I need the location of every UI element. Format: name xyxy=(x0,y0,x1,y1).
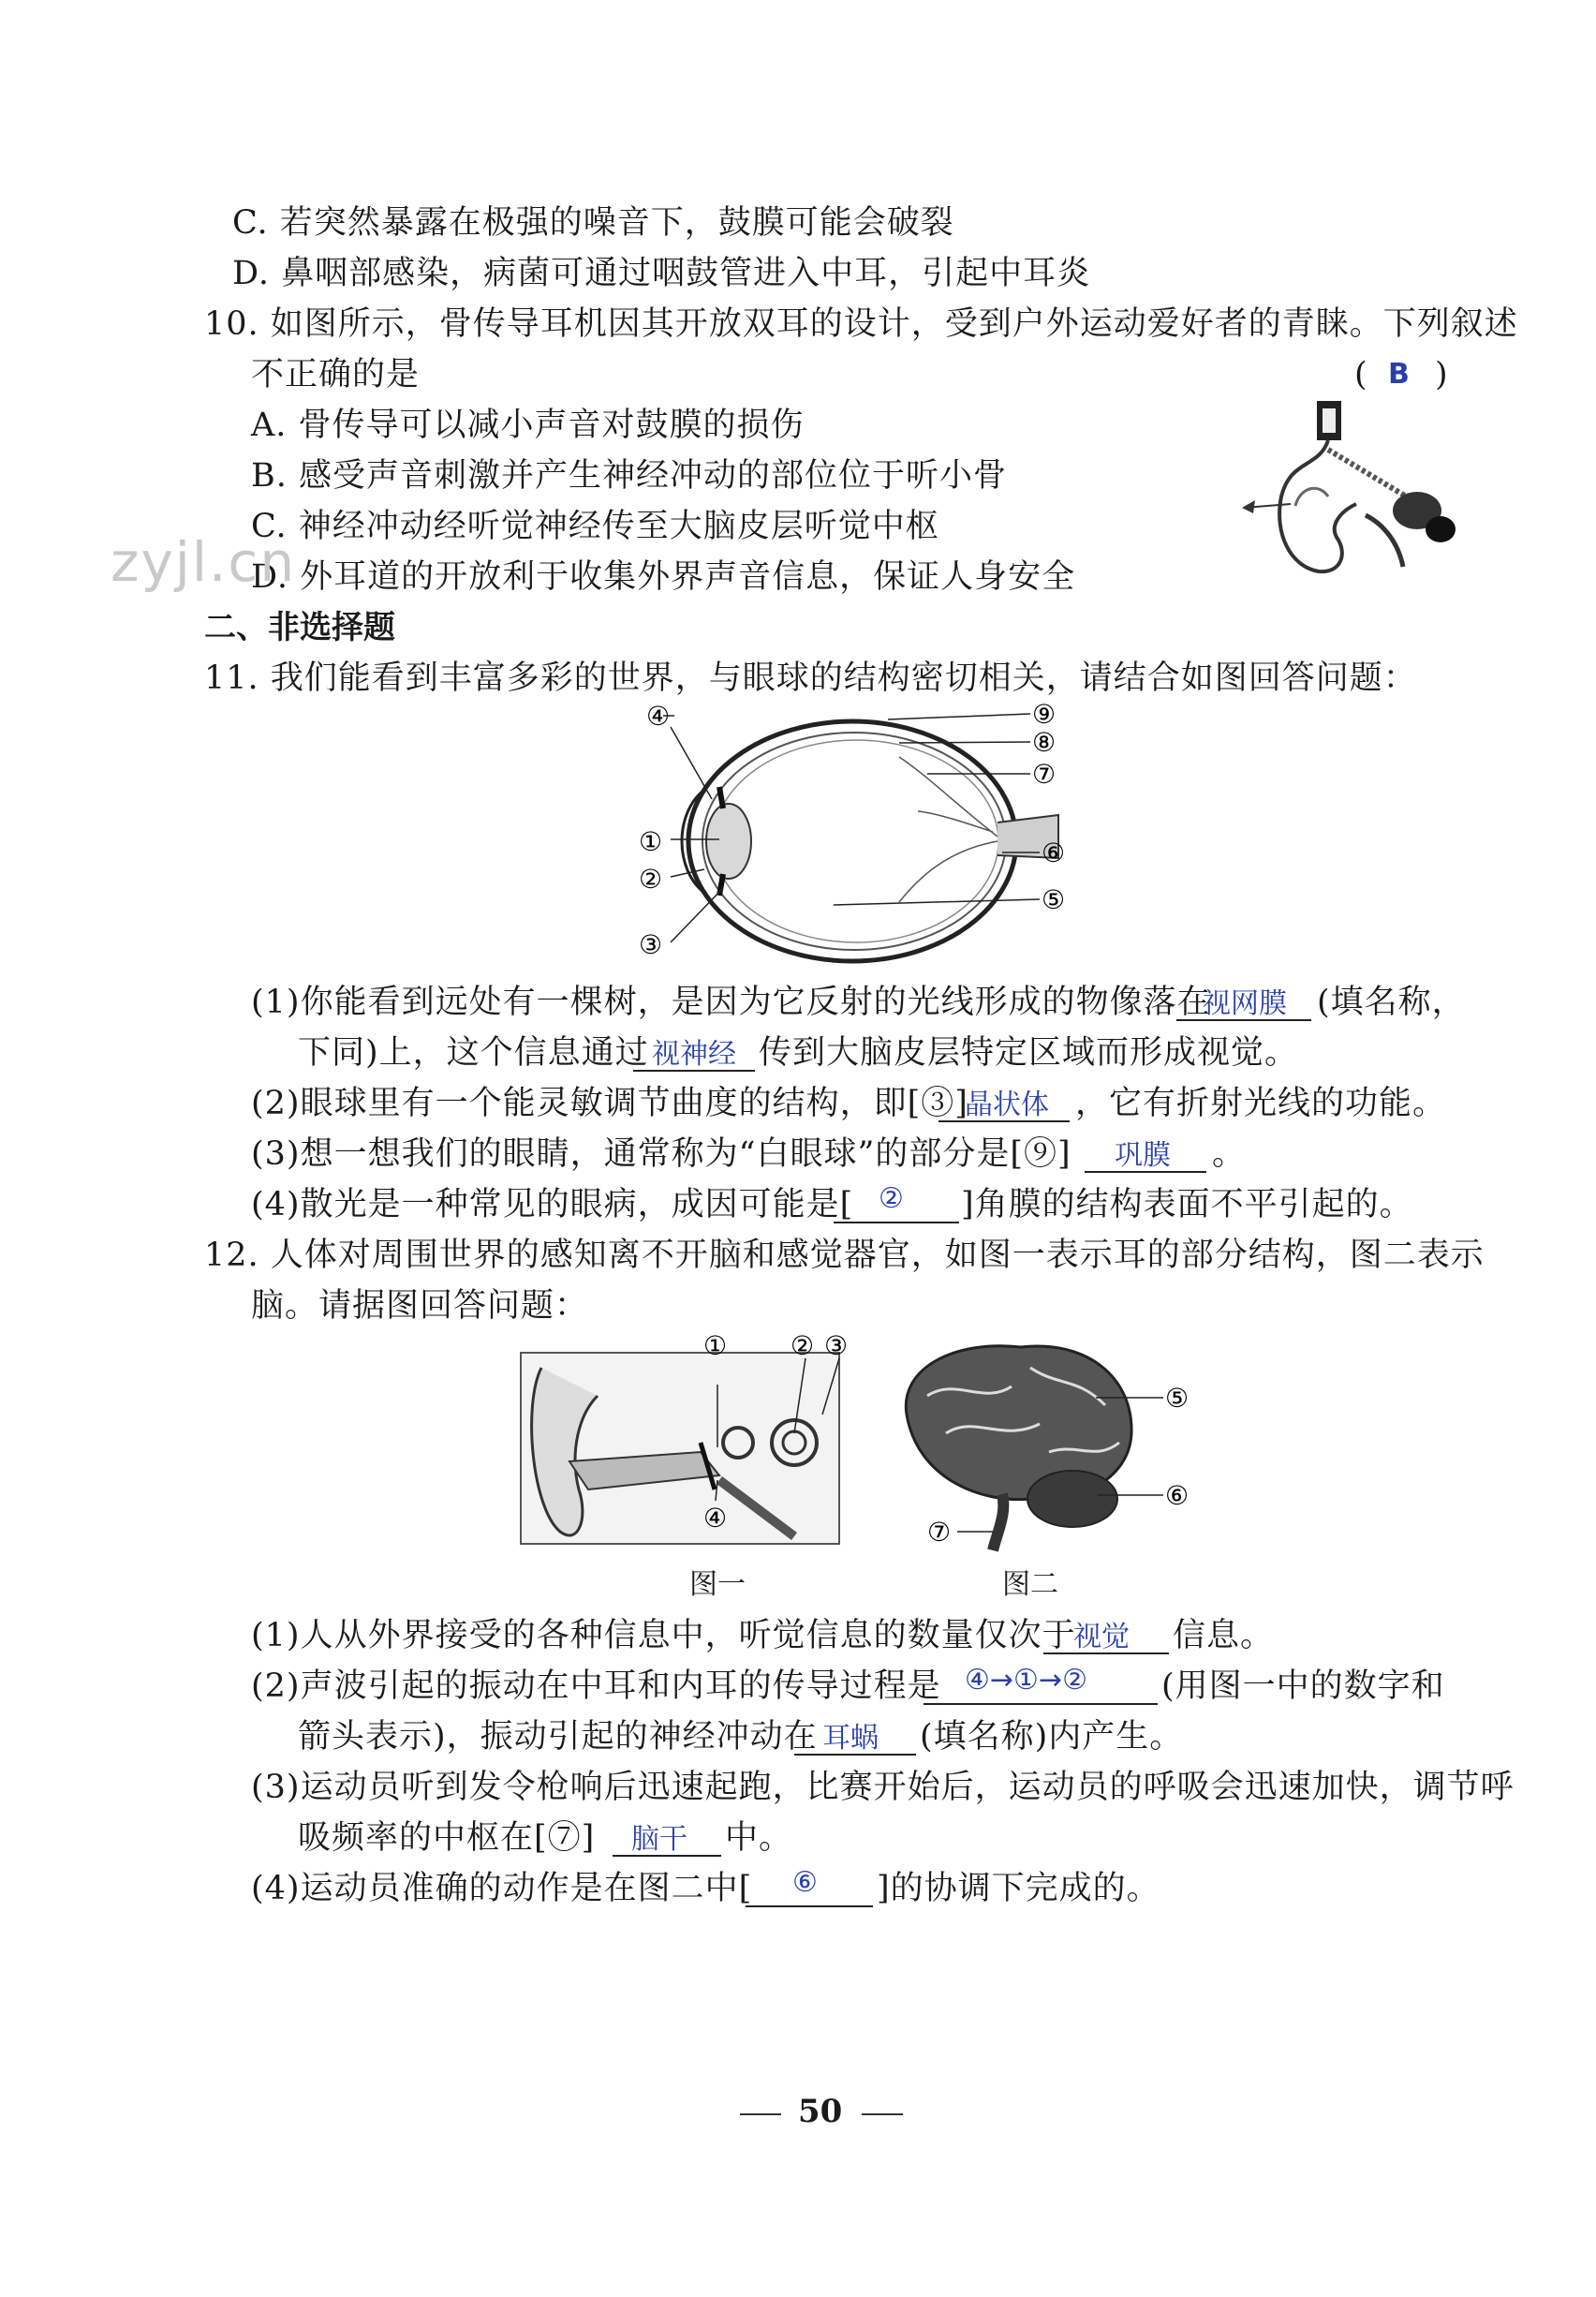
q11-sub1-text-d: 传到大脑皮层特定区域而形成视觉。 xyxy=(759,1034,1299,1072)
q11-sub1-text-c: 下同)上，这个信息通过 xyxy=(298,1034,649,1072)
q12-stem-line1: 12. 人体对周围世界的感知离不开脑和感觉器官，如图一表示耳的部分结构，图二表示 xyxy=(204,1237,1485,1274)
q12-sub3-text-b: 吸频率的中枢在[⑦] xyxy=(298,1819,596,1857)
eye-label-4: ④ xyxy=(646,701,671,732)
q10-paren-close: ) xyxy=(1435,356,1449,393)
q10-stem-line2: 不正确的是 xyxy=(251,356,421,393)
brain-diagram xyxy=(890,1330,1199,1555)
q11-sub3-answer: 巩膜 xyxy=(1115,1139,1171,1172)
brain-label-7: ⑦ xyxy=(927,1517,952,1548)
q10-paren-open: ( xyxy=(1354,356,1368,393)
eye-label-6: ⑥ xyxy=(1042,837,1066,868)
q11-sub3-text-a: (3)想一想我们的眼睛，通常称为“白眼球”的部分是[⑨] xyxy=(251,1135,1071,1173)
page-number-dash-right xyxy=(862,2113,903,2115)
q10-option-d: D. 外耳道的开放利于收集外界声音信息，保证人身安全 xyxy=(251,558,1076,596)
q11-sub1-text-a: (1)你能看到远处有一棵树，是因为它反射的光线形成的物像落在 xyxy=(251,984,1211,1021)
q9-option-c: C. 若突然暴露在极强的噪音下，鼓膜可能会破裂 xyxy=(232,204,954,242)
ear-label-2: ② xyxy=(791,1330,815,1361)
bone-conduction-ear-figure xyxy=(1234,393,1459,581)
q9-option-d: D. 鼻咽部感染，病菌可通过咽鼓管进入中耳，引起中耳炎 xyxy=(232,255,1091,292)
figure2-caption: 图二 xyxy=(1002,1568,1058,1601)
q12-sub2-text-a: (2)声波引起的振动在中耳和内耳的传导过程是 xyxy=(251,1667,941,1705)
q12-sub4-blank xyxy=(746,1905,873,1907)
q11-sub2-text-b: ，它有折射光线的功能。 xyxy=(1075,1085,1447,1122)
q11-stem: 11. 我们能看到丰富多彩的世界，与眼球的结构密切相关，请结合如图回答问题： xyxy=(204,659,1417,697)
q10-option-b: B. 感受声音刺激并产生神经冲动的部位位于听小骨 xyxy=(251,457,1007,495)
ear-label-4: ④ xyxy=(703,1503,728,1534)
q10-option-c: C. 神经冲动经听觉神经传至大脑皮层听觉中枢 xyxy=(251,508,939,545)
q11-sub3-text-b: 。 xyxy=(1212,1135,1247,1173)
q12-sub4-text-b: ]的协调下完成的。 xyxy=(877,1870,1160,1907)
q11-sub1-text-b: (填名称， xyxy=(1317,984,1466,1021)
q11-sub4-blank xyxy=(834,1222,959,1223)
eye-label-1: ① xyxy=(639,826,663,857)
eye-label-8: ⑧ xyxy=(1032,727,1057,758)
q12-stem-line2: 脑。请据图回答问题： xyxy=(251,1287,589,1325)
brain-label-5: ⑤ xyxy=(1165,1383,1190,1414)
q10-option-a: A. 骨传导可以减小声音对鼓膜的损伤 xyxy=(251,407,805,444)
q12-sub1-text-a: (1)人从外界接受的各种信息中，听觉信息的数量仅次于 xyxy=(251,1617,1076,1654)
q11-sub2-text-a: (2)眼球里有一个能灵敏调节曲度的结构，即[③] xyxy=(251,1085,968,1122)
eye-label-3: ③ xyxy=(639,929,663,960)
q12-sub2-answer2: 耳蜗 xyxy=(822,1722,879,1755)
eye-diagram xyxy=(618,701,1086,972)
q12-sub2-blank1 xyxy=(924,1703,1158,1705)
figure1-caption: 图一 xyxy=(689,1568,746,1601)
q12-sub2-text-d: (填名称)内产生。 xyxy=(920,1718,1184,1756)
page-number-dash-left xyxy=(740,2113,781,2115)
ear-label-3: ③ xyxy=(824,1330,849,1361)
q12-sub1-answer: 视觉 xyxy=(1073,1621,1130,1653)
q12-sub1-text-b: 信息。 xyxy=(1173,1617,1275,1654)
q12-sub2-text-c: 箭头表示)，振动引起的神经冲动在 xyxy=(298,1718,818,1756)
q12-sub2-text-b: (用图一中的数字和 xyxy=(1161,1667,1445,1705)
q11-sub1-answer1: 视网膜 xyxy=(1203,987,1287,1020)
q11-sub2-answer: 晶状体 xyxy=(965,1089,1049,1121)
section-header: 二、非选择题 xyxy=(204,609,395,646)
q12-sub4-answer: ⑥ xyxy=(792,1866,818,1899)
q11-sub4-text-b: ]角膜的结构表面不平引起的。 xyxy=(961,1186,1413,1223)
q12-sub3-answer: 脑干 xyxy=(631,1823,687,1856)
q12-sub3-text-c: 中。 xyxy=(725,1819,793,1857)
watermark: zyjl.cn xyxy=(111,530,297,594)
page-number: 50 xyxy=(798,2093,843,2130)
q10-stem-line1: 10. 如图所示，骨传导耳机因其开放双耳的设计，受到户外运动爱好者的青睐。下列叙述 xyxy=(204,305,1518,343)
eye-label-9: ⑨ xyxy=(1032,701,1057,730)
q11-sub4-answer: ② xyxy=(879,1182,904,1215)
q10-answer: B xyxy=(1388,358,1410,391)
brain-label-6: ⑥ xyxy=(1165,1480,1190,1511)
q12-sub4-text-a: (4)运动员准确的动作是在图二中[ xyxy=(251,1870,753,1907)
ear-diagram xyxy=(513,1330,869,1555)
q11-sub1-answer2: 视神经 xyxy=(652,1038,736,1071)
q11-sub4-text-a: (4)散光是一种常见的眼病，成因可能是[ xyxy=(251,1186,854,1223)
eye-label-7: ⑦ xyxy=(1032,759,1057,790)
ear-label-1: ① xyxy=(703,1330,728,1361)
eye-label-5: ⑤ xyxy=(1042,884,1066,915)
q12-sub2-answer1: ④→①→② xyxy=(965,1664,1087,1697)
q12-sub3-text-a: (3)运动员听到发令枪响后迅速起跑，比赛开始后，运动员的呼吸会迅速加快，调节呼 xyxy=(251,1769,1515,1806)
eye-label-2: ② xyxy=(639,864,663,895)
